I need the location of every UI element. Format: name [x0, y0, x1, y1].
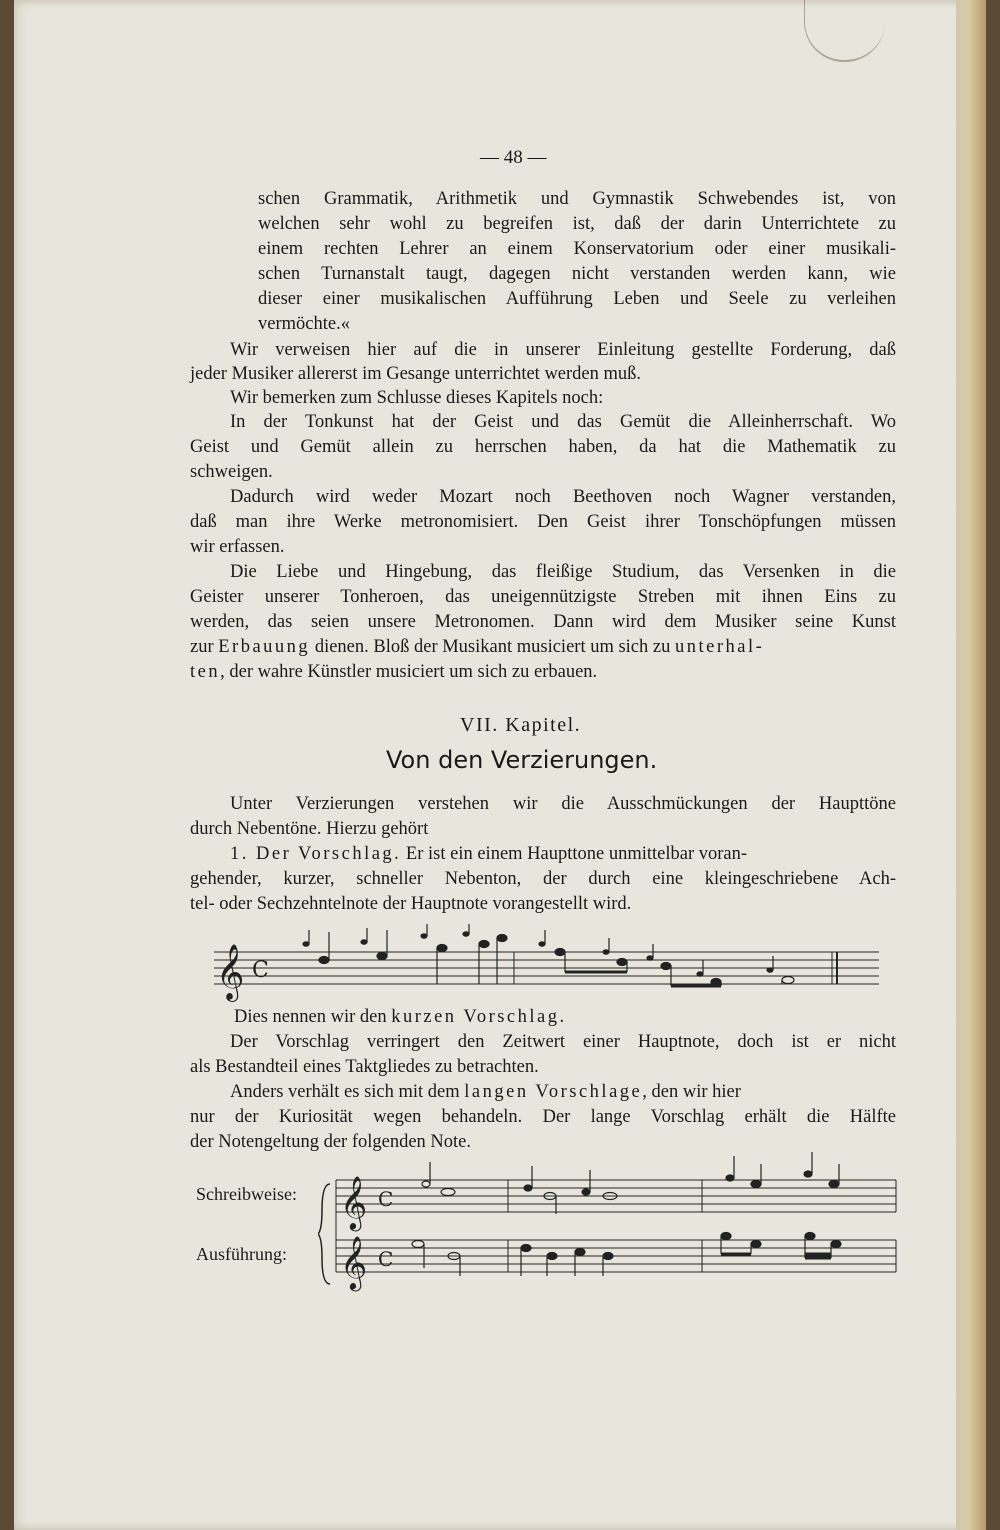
text-line: einem rechten Lehrer an einem Konservatorium oder einer musikali-: [258, 239, 896, 259]
text-run: Dies nennen wir den: [234, 1007, 392, 1027]
label-ausfuehrung: Ausführung:: [196, 1244, 287, 1264]
text-line: jeder Musiker allererst im Gesange unterrichtet werden muß.: [190, 364, 642, 384]
text-run: Er ist ein einem Haupttone unmittelbar voran-: [401, 844, 748, 864]
common-time-icon: C: [252, 958, 269, 983]
text-line: tel- oder Sechzehntelnote der Hauptnote vorangestellt wird.: [190, 894, 632, 914]
text-line: schen Turnanstalt taugt, dagegen nicht verstanden werden kann, wie: [258, 264, 896, 284]
text-line: [230, 1080, 741, 1104]
text-line: Dadurch wird weder Mozart noch Beethoven noch Wagner verstanden,: [230, 487, 896, 507]
text-line: als Bestandteil eines Taktgliedes zu betrachten.: [190, 1057, 539, 1077]
text-run: , der wahre Künstler musiciert um sich zu erbauen.: [220, 662, 598, 682]
text-line: schen Grammatik, Arithmetik und Gymnastik Schwebendes ist, von: [258, 189, 896, 209]
emphasis-text: langen Vorschlage: [464, 1082, 643, 1102]
text-run: Anders verhält es sich mit dem: [230, 1082, 465, 1102]
emphasis-text: kurzen Vorschlag.: [391, 1007, 567, 1027]
text-line: [190, 660, 597, 684]
emphasis-text: 1. Der Vorschlag.: [230, 844, 402, 864]
treble-clef-icon: 𝄞: [340, 1175, 368, 1229]
text-run: dienen. Bloß der Musikant musiciert um sich zu: [310, 637, 675, 657]
label-schreibweise: Schreibweise:: [196, 1184, 297, 1204]
common-time-icon: C: [378, 1247, 394, 1271]
treble-clef-icon: 𝄞: [340, 1235, 368, 1289]
text-line: Geist und Gemüt allein zu herrschen haben, da hat die Mathematik zu: [190, 437, 896, 457]
text-line: Die Liebe und Hingebung, das fleißige Studium, das Versenken in die: [230, 562, 896, 582]
text-line: [230, 842, 747, 866]
page-corner-mark: [804, 0, 885, 62]
text-line: durch Nebentöne. Hierzu gehört: [190, 819, 429, 839]
text-line: welchen sehr wohl zu begreifen ist, daß der darin Unterrichtete zu: [258, 214, 896, 234]
text-line: schweigen.: [190, 462, 273, 482]
text-line: Geister unserer Tonheroen, das uneigennützigste Streben mit ihnen Eins zu: [190, 587, 896, 607]
text-line: Unter Verzierungen verstehen wir die Ausschmückungen der Haupttöne: [230, 794, 896, 814]
emphasis-text: ten: [190, 662, 221, 682]
text-line: Wir bemerken zum Schlusse dieses Kapitels noch:: [230, 388, 604, 408]
chapter-title: Von den Verzierungen.: [386, 746, 658, 774]
text-line: [234, 1005, 567, 1029]
page-edge: [956, 0, 986, 1530]
chapter-number: VII. Kapitel.: [460, 714, 582, 736]
text-line: der Notengeltung der folgenden Note.: [190, 1132, 472, 1152]
text-line: In der Tonkunst hat der Geist und das Gemüt die Alleinherrschaft. Wo: [230, 412, 896, 432]
text-line: gehender, kurzer, schneller Nebenton, der durch eine kleingeschriebene Ach-: [190, 869, 896, 889]
text-line: [190, 635, 764, 659]
text-run: zur: [190, 637, 219, 657]
text-line: vermöchte.«: [258, 314, 350, 334]
text-line: wir erfassen.: [190, 537, 285, 557]
emphasis-text: Erbauung: [218, 637, 311, 657]
book-page: [14, 0, 986, 1530]
text-line: nur der Kuriosität wegen behandeln. Der lange Vorschlag erhält die Hälfte: [190, 1107, 896, 1127]
emphasis-text: unterhal-: [674, 637, 765, 657]
treble-clef-icon: 𝄞: [216, 944, 245, 1000]
text-line: Der Vorschlag verringert den Zeitwert einer Hauptnote, doch ist er nicht: [230, 1032, 896, 1052]
music-staff-short-grace: [204, 922, 884, 1006]
music-staff-long-grace: [318, 1150, 898, 1300]
text-line: dieser einer musikalischen Aufführung Leben und Seele zu verleihen: [258, 289, 896, 309]
common-time-icon: C: [378, 1187, 394, 1211]
page-number: — 48 —: [480, 147, 547, 168]
text-run: , den wir hier: [642, 1082, 741, 1102]
text-line: Wir verweisen hier auf die in unserer Einleitung gestellte Forderung, daß: [230, 340, 896, 360]
text-line: daß man ihre Werke metronomisiert. Den Geist ihrer Tonschöpfungen müssen: [190, 512, 896, 532]
text-line: werden, das seien unsere Metronomen. Dann wird dem Musiker seine Kunst: [190, 612, 896, 632]
